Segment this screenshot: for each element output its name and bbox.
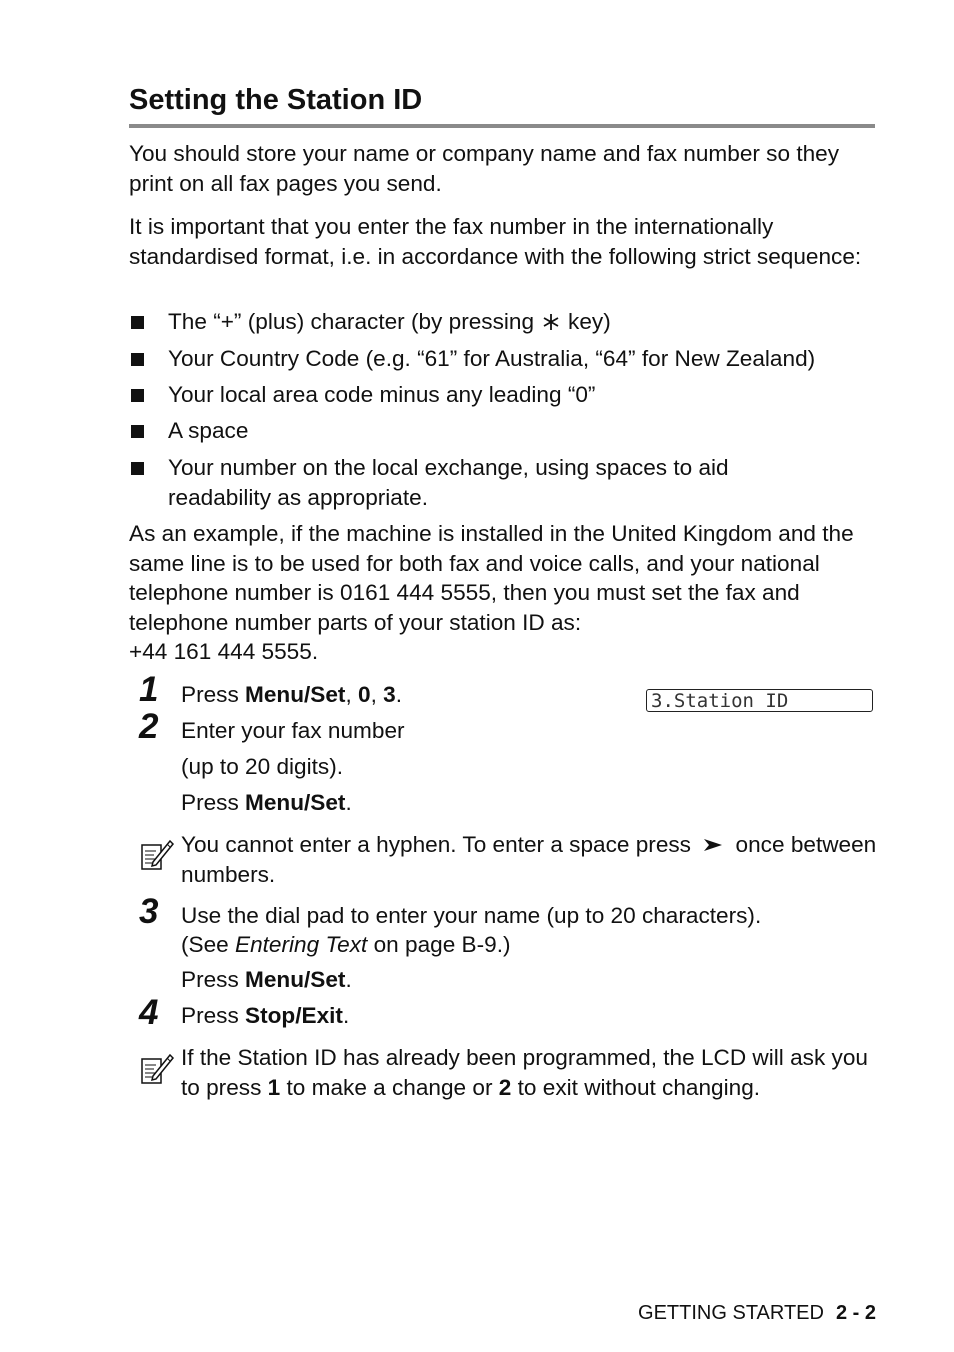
right-arrow-icon [697,832,729,857]
step-number: 4 [139,993,159,1032]
note-pencil-icon [139,836,175,872]
step-3-see: (See Entering Text on page B-9.) [181,932,511,957]
page-number: 2 - 2 [835,1302,876,1324]
note-pencil-icon [139,1050,175,1086]
lcd-display: 3.Station ID [646,689,873,712]
key-3: 3 [383,682,396,707]
bullet-square-icon [131,462,144,475]
footer-section: GETTING STARTED [638,1302,824,1324]
step-1-text: Press Menu/Set, 0, 3. [181,682,403,707]
bullet-text: A space [168,418,249,443]
bullet-text: key) [568,309,611,334]
star-key-icon [542,307,560,337]
bullet-square-icon [131,389,144,402]
cross-reference: Entering Text [235,932,368,957]
bullet-text: Your local area code minus any leading “0” [168,382,596,407]
menu-set-key: Menu/Set [245,682,346,707]
example-number: +44 161 444 5555. [129,639,319,664]
step-number: 3 [139,892,159,931]
step-2-line2: (up to 20 digits). [181,754,344,779]
step-2-press: Press Menu/Set. [181,790,352,815]
step-3-press: Press Menu/Set. [181,967,352,992]
example-paragraph: As an example, if the machine is installed in the United Kingdom and the same line is to be used for both fax and voice calls, and your national telephone number is 0161 444 5555, then you must set the fax and telephone number parts of your station ID as: [129,521,854,635]
intro-paragraph: You should store your name or company name and fax number so they print on all fax pages you send. [129,141,840,196]
bullet-text: The “+” (plus) character (by pressing [168,309,535,334]
stop-exit-key: Stop/Exit [245,1003,343,1028]
bullet-text: Your number on the local exchange, using spaces to aid readability as appropriate. [168,455,729,510]
menu-set-key: Menu/Set [245,790,346,815]
bullet-square-icon [131,316,144,329]
menu-set-key: Menu/Set [245,967,346,992]
bullet-text: Your Country Code (e.g. “61” for Australia, “64” for New Zealand) [168,346,816,371]
key-0: 0 [358,682,371,707]
page-title: Setting the Station ID [129,84,423,116]
bullet-square-icon [131,353,144,366]
step-number: 1 [139,670,159,709]
step-number: 2 [139,707,159,746]
step-3-line1: Use the dial pad to enter your name (up to 20 characters). [181,903,762,928]
note-hyphen: You cannot enter a hyphen. To enter a space press once between numbers. [181,832,877,887]
page-footer [638,1300,876,1326]
step-4-text: Press Stop/Exit. [181,1003,350,1028]
step-2-line1: Enter your fax number [181,718,405,743]
bullet-square-icon [131,425,144,438]
format-intro-paragraph: It is important that you enter the fax number in the internationally standardised format, i.e. in accordance with the following strict sequence: [129,214,862,269]
title-rule [129,124,875,128]
note-station-id: If the Station ID has already been programmed, the LCD will ask you to press 1 to make a change or 2 to exit without changing. [181,1045,868,1100]
